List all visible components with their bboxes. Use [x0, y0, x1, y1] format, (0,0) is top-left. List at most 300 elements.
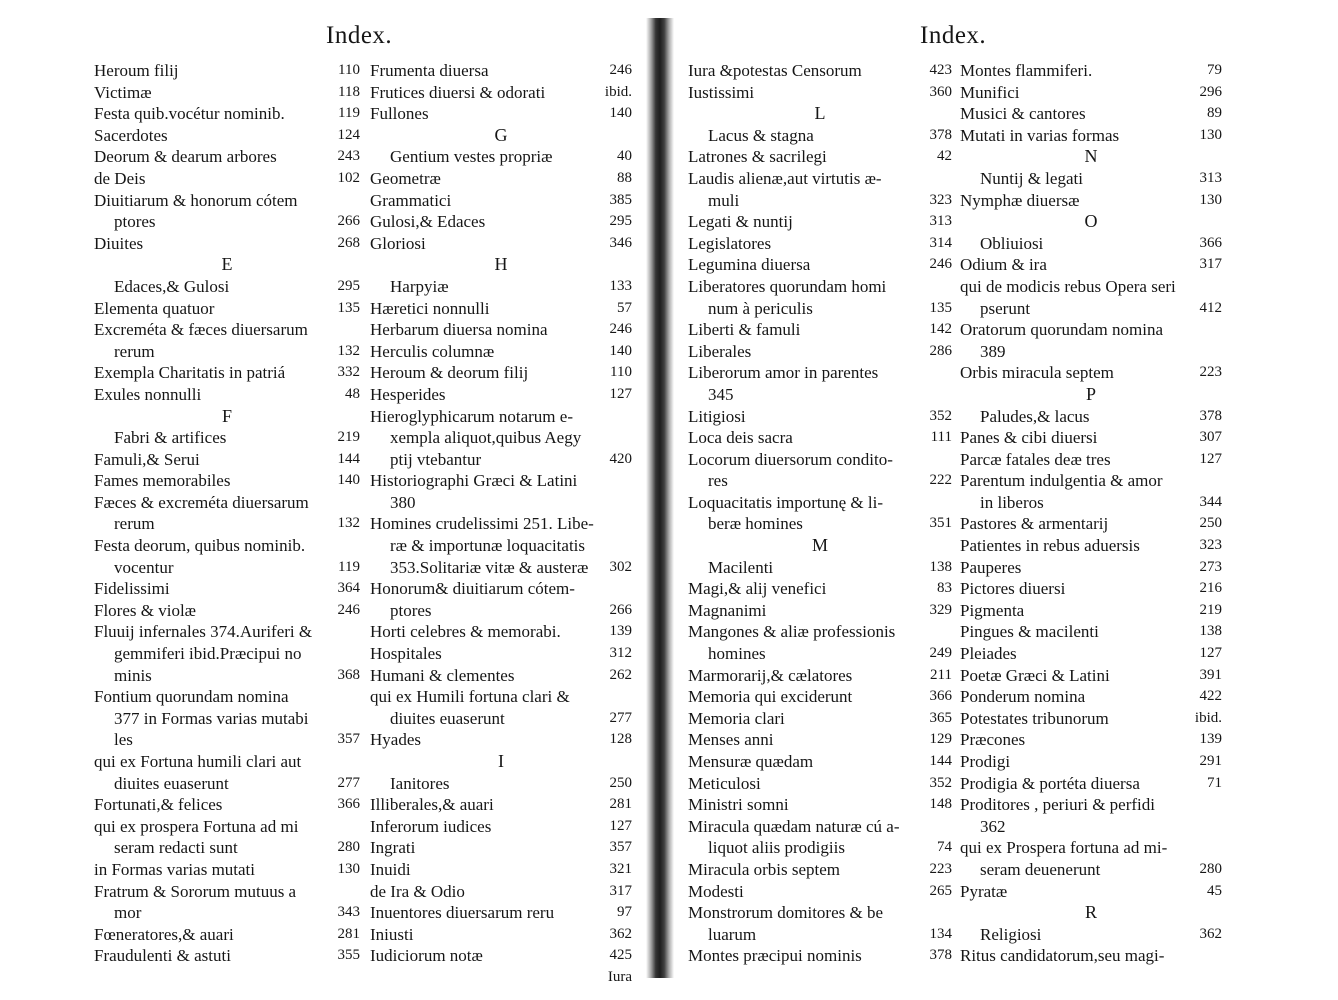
index-entry [688, 384, 952, 406]
entry-text: Fidelissimi [94, 579, 170, 599]
index-entry [94, 643, 360, 665]
index-entry [960, 665, 1222, 687]
index-entry [370, 146, 632, 168]
section-letter [370, 254, 632, 276]
index-entry [960, 643, 1222, 665]
page-number: 273 [1199, 558, 1222, 575]
entry-text: 345 [708, 384, 734, 404]
entry-text: Pigmenta [960, 600, 1025, 620]
index-entry [370, 82, 632, 104]
entry-text: 389 [980, 341, 1006, 361]
index-entry [688, 449, 952, 471]
entry-text: diuites euaserunt [114, 773, 229, 793]
page-number: 317 [609, 882, 632, 899]
index-entry [688, 708, 952, 730]
index-entry [688, 254, 952, 276]
entry-text: Exempla Charitatis in patriá [94, 363, 286, 383]
index-entry [94, 233, 360, 255]
index-entry [960, 751, 1222, 773]
index-entry [960, 924, 1222, 946]
entry-text: qui de modicis rebus Opera seri [960, 276, 1176, 296]
entry-text: de Ira & Odio [370, 881, 465, 901]
entry-text: Prodigia & portéta diuersa [960, 773, 1140, 793]
entry-text: Flores & violæ [94, 600, 197, 620]
index-entry [688, 557, 952, 579]
index-entry [370, 816, 632, 838]
entry-text: Montes præcipui nominis [688, 946, 862, 966]
index-entry [370, 362, 632, 384]
index-entry [370, 902, 632, 924]
section-letter [688, 103, 952, 125]
index-entry [370, 233, 632, 255]
index-entry [960, 945, 1222, 967]
entry-text: Ponderum nomina [960, 687, 1086, 707]
entry-text: Edaces,& Gulosi [114, 276, 230, 296]
index-entry [960, 686, 1222, 708]
index-entry [960, 276, 1222, 298]
entry-text: qui ex Fortuna humili clari aut [94, 752, 302, 771]
page-number: 312 [609, 645, 632, 662]
entry-text: rerum [114, 514, 155, 534]
page-number: 83 [937, 580, 952, 597]
index-entry [370, 708, 632, 730]
index-entry [960, 125, 1222, 147]
page-number: 140 [609, 105, 632, 122]
page-number: 295 [609, 213, 632, 230]
page-number: 277 [609, 709, 632, 726]
entry-text: Religiosi [980, 924, 1042, 944]
index-entry [688, 470, 952, 492]
entry-text: Festa quib.vocétur nominib. [94, 104, 285, 124]
entry-text: Montes flammiferi. [960, 61, 1093, 80]
index-entry [370, 665, 632, 687]
entry-text: Gloriosi [370, 233, 426, 253]
index-entry [960, 233, 1222, 255]
entry-text: homines [708, 644, 766, 664]
index-entry [94, 924, 360, 946]
page-number: 40 [617, 148, 632, 165]
index-entry [688, 60, 952, 82]
entry-text: Elementa quatuor [94, 298, 215, 318]
entry-text: Laudis alienæ,aut virtutis æ- [688, 168, 882, 188]
entry-text: Inferorum iudices [370, 816, 492, 836]
entry-text: Ritus candidatorum,seu magi- [960, 946, 1165, 966]
index-entry [960, 708, 1222, 730]
entry-text: diuites euaserunt [390, 708, 505, 728]
page-number: 277 [337, 774, 360, 791]
running-head-right: Index. [920, 22, 987, 49]
index-entry [94, 470, 360, 492]
entry-text: mor [114, 903, 142, 923]
index-entry [94, 146, 360, 168]
index-entry [688, 751, 952, 773]
page-number: 89 [1207, 105, 1222, 122]
index-entry [688, 341, 952, 363]
page-number: 132 [337, 342, 360, 359]
page-number: 111 [930, 429, 952, 446]
entry-text: Fæces & excreméta diuersarum [94, 492, 309, 512]
page-number: 352 [929, 407, 952, 424]
page-number: 135 [337, 299, 360, 316]
section-letter [94, 406, 360, 428]
entry-text: Pauperes [960, 557, 1022, 577]
left-column-2 [370, 60, 632, 989]
index-entry [960, 427, 1222, 449]
section-letter [960, 902, 1222, 924]
page-number: 219 [1199, 601, 1222, 618]
index-entry [94, 82, 360, 104]
entry-text: Iustissimi [688, 82, 755, 102]
entry-text: Diuitiarum & honorum cótem [94, 190, 298, 210]
entry-text: ræ & importunæ loquacitatis [390, 536, 586, 556]
entry-text: Miracula quædam naturæ cú a- [688, 816, 900, 836]
index-entry [370, 384, 632, 406]
index-entry [688, 881, 952, 903]
index-entry [370, 60, 632, 82]
entry-text: qui ex Humili fortuna clari & [370, 687, 570, 707]
index-entry [94, 665, 360, 687]
index-entry [960, 362, 1222, 384]
index-entry [960, 492, 1222, 514]
page-number: 314 [929, 234, 952, 251]
page-number: 313 [929, 213, 952, 230]
entry-text: Excreméta & fæces diuersarum [94, 320, 308, 340]
index-entry [94, 794, 360, 816]
index-entry [370, 881, 632, 903]
index-entry [94, 103, 360, 125]
entry-text: muli [708, 190, 740, 210]
entry-text: 380 [390, 492, 416, 512]
entry-text: Fullones [370, 104, 429, 124]
entry-text: Heroum filij [94, 61, 179, 80]
index-entry [94, 319, 360, 341]
entry-text: Pyratæ [960, 881, 1008, 901]
entry-text: Munifici [960, 82, 1020, 102]
page-number: 295 [337, 277, 360, 294]
entry-text: Victimæ [94, 82, 152, 102]
page-number: 130 [1199, 191, 1222, 208]
index-entry [370, 103, 632, 125]
entry-text: Proditores , periuri & perfidi [960, 795, 1155, 815]
entry-text: Mangones & aliæ professionis [688, 622, 896, 642]
page-number: 343 [337, 904, 360, 921]
left-page [90, 0, 640, 1000]
index-entry [370, 686, 632, 708]
index-entry [688, 924, 952, 946]
entry-text: Marmorarij,& cælatores [688, 665, 853, 685]
entry-text: Inuidi [370, 859, 411, 879]
index-entry [370, 470, 632, 492]
index-entry [688, 729, 952, 751]
page-number: 268 [337, 234, 360, 251]
index-entry [94, 211, 360, 233]
index-entry [960, 729, 1222, 751]
entry-text: Sacerdotes [94, 125, 168, 145]
page-number: 74 [937, 839, 952, 856]
index-entry [94, 535, 360, 557]
index-entry [960, 837, 1222, 859]
index-entry [688, 665, 952, 687]
entry-text: Liberti & famuli [688, 320, 801, 340]
entry-text: Macilenti [708, 557, 774, 577]
page-number: 362 [609, 925, 632, 942]
index-entry [688, 190, 952, 212]
page-number: 366 [1199, 234, 1222, 251]
entry-text: O [1084, 211, 1098, 232]
book-gutter [646, 18, 674, 978]
page-number: 135 [929, 299, 952, 316]
entry-text: in Formas varias mutati [94, 859, 256, 879]
index-entry [370, 837, 632, 859]
index-entry [94, 902, 360, 924]
page-number: 139 [1199, 731, 1222, 748]
page-number: 97 [617, 904, 632, 921]
entry-text: Odium & ira [960, 255, 1047, 275]
entry-text: Hæretici nonnulli [370, 298, 490, 318]
page-number: 119 [338, 105, 360, 122]
page-number: 139 [609, 623, 632, 640]
entry-text: Fortunati,& felices [94, 795, 223, 815]
index-entry [370, 729, 632, 751]
entry-text: Panes & cibi diuersi [960, 428, 1098, 448]
index-entry [94, 621, 360, 643]
index-entry [688, 816, 952, 838]
index-entry [960, 60, 1222, 82]
page-number: 391 [1199, 666, 1222, 683]
page-number: 57 [617, 299, 632, 316]
index-entry [960, 600, 1222, 622]
entry-text: Paludes,& lacus [980, 406, 1090, 426]
index-entry [94, 578, 360, 600]
entry-text: ptij vtebantur [390, 449, 482, 469]
index-entry [370, 276, 632, 298]
entry-text: Modesti [688, 881, 744, 901]
index-entry [960, 168, 1222, 190]
index-entry [688, 773, 952, 795]
index-entry [960, 470, 1222, 492]
index-entry [960, 298, 1222, 320]
entry-text: Pastores & armentarij [960, 514, 1109, 534]
entry-text: G [494, 124, 508, 145]
entry-text: Loquacitatis importunę & li- [688, 492, 883, 512]
page-number: 124 [337, 126, 360, 143]
section-letter [688, 535, 952, 557]
page-number: 280 [337, 839, 360, 856]
right-column-2 [960, 60, 1222, 967]
index-entry [370, 794, 632, 816]
entry-text: Patientes in rebus aduersis [960, 536, 1140, 556]
page-number: 219 [337, 429, 360, 446]
entry-text: Ingrati [370, 838, 416, 858]
page-number: ibid. [1194, 709, 1222, 726]
page-number: 88 [617, 169, 632, 186]
index-entry [688, 233, 952, 255]
entry-text: qui ex Prospera fortuna ad mi- [960, 838, 1168, 858]
page-number: 265 [929, 882, 952, 899]
running-head-left: Index. [326, 22, 393, 49]
index-entry [370, 168, 632, 190]
entry-text: Gentium vestes propriæ [390, 147, 553, 167]
entry-text: Legati & nuntij [688, 212, 793, 232]
index-entry [370, 643, 632, 665]
page-number: 144 [929, 753, 952, 769]
page-number: 250 [609, 774, 632, 791]
page-number: 246 [609, 321, 632, 338]
page-number: 351 [929, 515, 952, 532]
page-number: 357 [609, 839, 632, 856]
index-entry [94, 600, 360, 622]
entry-text: Ianitores [390, 773, 450, 793]
page-number: 423 [929, 62, 952, 78]
section-letter [960, 384, 1222, 406]
page-number: 130 [1199, 126, 1222, 143]
entry-text: Exules nonnulli [94, 384, 202, 404]
index-entry [94, 190, 360, 212]
entry-text: Menses anni [688, 730, 774, 750]
entry-text: Iura &potestas Censorum [688, 61, 862, 80]
entry-text: res [708, 471, 728, 491]
entry-text: beræ homines [708, 514, 803, 534]
page-number: 332 [337, 364, 360, 381]
entry-text: Inuentores diuersarum reru [370, 903, 555, 923]
page-number: 133 [609, 277, 632, 294]
entry-text: rerum [114, 341, 155, 361]
index-entry [960, 621, 1222, 643]
entry-text: Gulosi,& Edaces [370, 212, 486, 232]
page-number: 378 [929, 947, 952, 964]
page-number: 302 [609, 558, 632, 575]
index-entry [960, 319, 1222, 341]
entry-text: Legumina diuersa [688, 255, 811, 275]
catchword [370, 967, 632, 989]
page-number: 313 [1199, 169, 1222, 186]
index-entry [960, 859, 1222, 881]
page-number: 323 [929, 191, 952, 208]
index-entry [370, 449, 632, 471]
entry-text: Mutati in varias formas [960, 125, 1120, 145]
page-number: 362 [1199, 925, 1222, 942]
left-column-1 [94, 60, 360, 967]
index-entry [688, 406, 952, 428]
index-entry [688, 362, 952, 384]
entry-text: Liberorum amor in parentes [688, 363, 879, 383]
page-number: 346 [609, 234, 632, 251]
entry-text: Heroum & deorum filij [370, 363, 529, 383]
page-number: 222 [929, 472, 952, 489]
index-entry [960, 190, 1222, 212]
entry-text: Frutices diuersi & odorati [370, 82, 546, 102]
page-number: 42 [937, 148, 952, 165]
entry-text: Magi,& alij venefici [688, 579, 827, 599]
section-letter [960, 211, 1222, 233]
page-number: 246 [337, 601, 360, 618]
page-number: 281 [609, 796, 632, 813]
entry-text: I [498, 751, 504, 771]
entry-text: Hospitales [370, 644, 442, 664]
entry-text: Fratrum & Sororum mutuus a [94, 881, 297, 901]
index-entry [688, 427, 952, 449]
right-page [688, 0, 1228, 1000]
catchword-text: Iura [607, 968, 632, 985]
entry-text: Fontium quorundam nomina [94, 687, 289, 707]
entry-text: Litigiosi [688, 406, 746, 426]
entry-text: Parcæ fatales deæ tres [960, 449, 1111, 469]
entry-text: Memoria clari [688, 708, 785, 728]
index-entry [370, 341, 632, 363]
index-entry [960, 794, 1222, 816]
entry-text: Monstrorum domitores & be [688, 903, 884, 923]
entry-text: Fames memorabiles [94, 471, 231, 491]
entry-text: Fluuij infernales 374.Auriferi & [94, 622, 313, 642]
index-entry [370, 578, 632, 600]
entry-text: Humani & clementes [370, 665, 515, 685]
page-number: 132 [337, 515, 360, 532]
entry-text: Pleiades [960, 644, 1017, 664]
index-entry [688, 794, 952, 816]
page-number: 329 [929, 601, 952, 618]
index-entry [688, 211, 952, 233]
page-number: 366 [337, 796, 360, 813]
index-entry [688, 686, 952, 708]
entry-text: Herbarum diuersa nomina [370, 320, 548, 340]
index-entry [94, 341, 360, 363]
index-entry [370, 319, 632, 341]
page-number: 246 [929, 256, 952, 273]
page-number: 148 [929, 796, 952, 813]
page-number: 110 [338, 62, 360, 78]
index-entry [688, 621, 952, 643]
entry-text: minis [114, 665, 152, 685]
entry-text: Miracula orbis septem [688, 859, 841, 879]
index-entry [370, 557, 632, 579]
index-entry [960, 881, 1222, 903]
entry-text: Honorum& diuitiarum cótem- [370, 579, 575, 599]
entry-text: Illiberales,& auari [370, 795, 494, 815]
entry-text: N [1084, 146, 1098, 167]
page-number: 246 [609, 62, 632, 78]
index-entry [688, 146, 952, 168]
index-entry [688, 513, 952, 535]
entry-text: Diuites [94, 233, 144, 253]
index-entry [94, 557, 360, 579]
entry-text: vocentur [114, 557, 174, 577]
entry-text: 362 [980, 816, 1006, 836]
page-number: 355 [337, 947, 360, 964]
page-number: 296 [1199, 83, 1222, 100]
page-number: 286 [929, 342, 952, 359]
page-number: 425 [609, 947, 632, 964]
index-entry [370, 621, 632, 643]
index-entry [960, 557, 1222, 579]
index-entry [688, 600, 952, 622]
index-entry [94, 125, 360, 147]
entry-text: Hyades [370, 730, 421, 750]
index-entry [960, 406, 1222, 428]
page-number: 364 [337, 580, 360, 597]
entry-text: in liberos [980, 492, 1044, 512]
section-letter [94, 254, 360, 276]
index-entry [94, 60, 360, 82]
page-number: 420 [609, 450, 632, 467]
index-entry [94, 859, 360, 881]
entry-text: ptores [390, 600, 432, 620]
index-entry [688, 82, 952, 104]
index-entry [370, 513, 632, 535]
index-entry [960, 449, 1222, 471]
entry-text: Historiographi Græci & Latini [370, 471, 578, 491]
page-number: 110 [610, 364, 632, 381]
index-entry [370, 190, 632, 212]
